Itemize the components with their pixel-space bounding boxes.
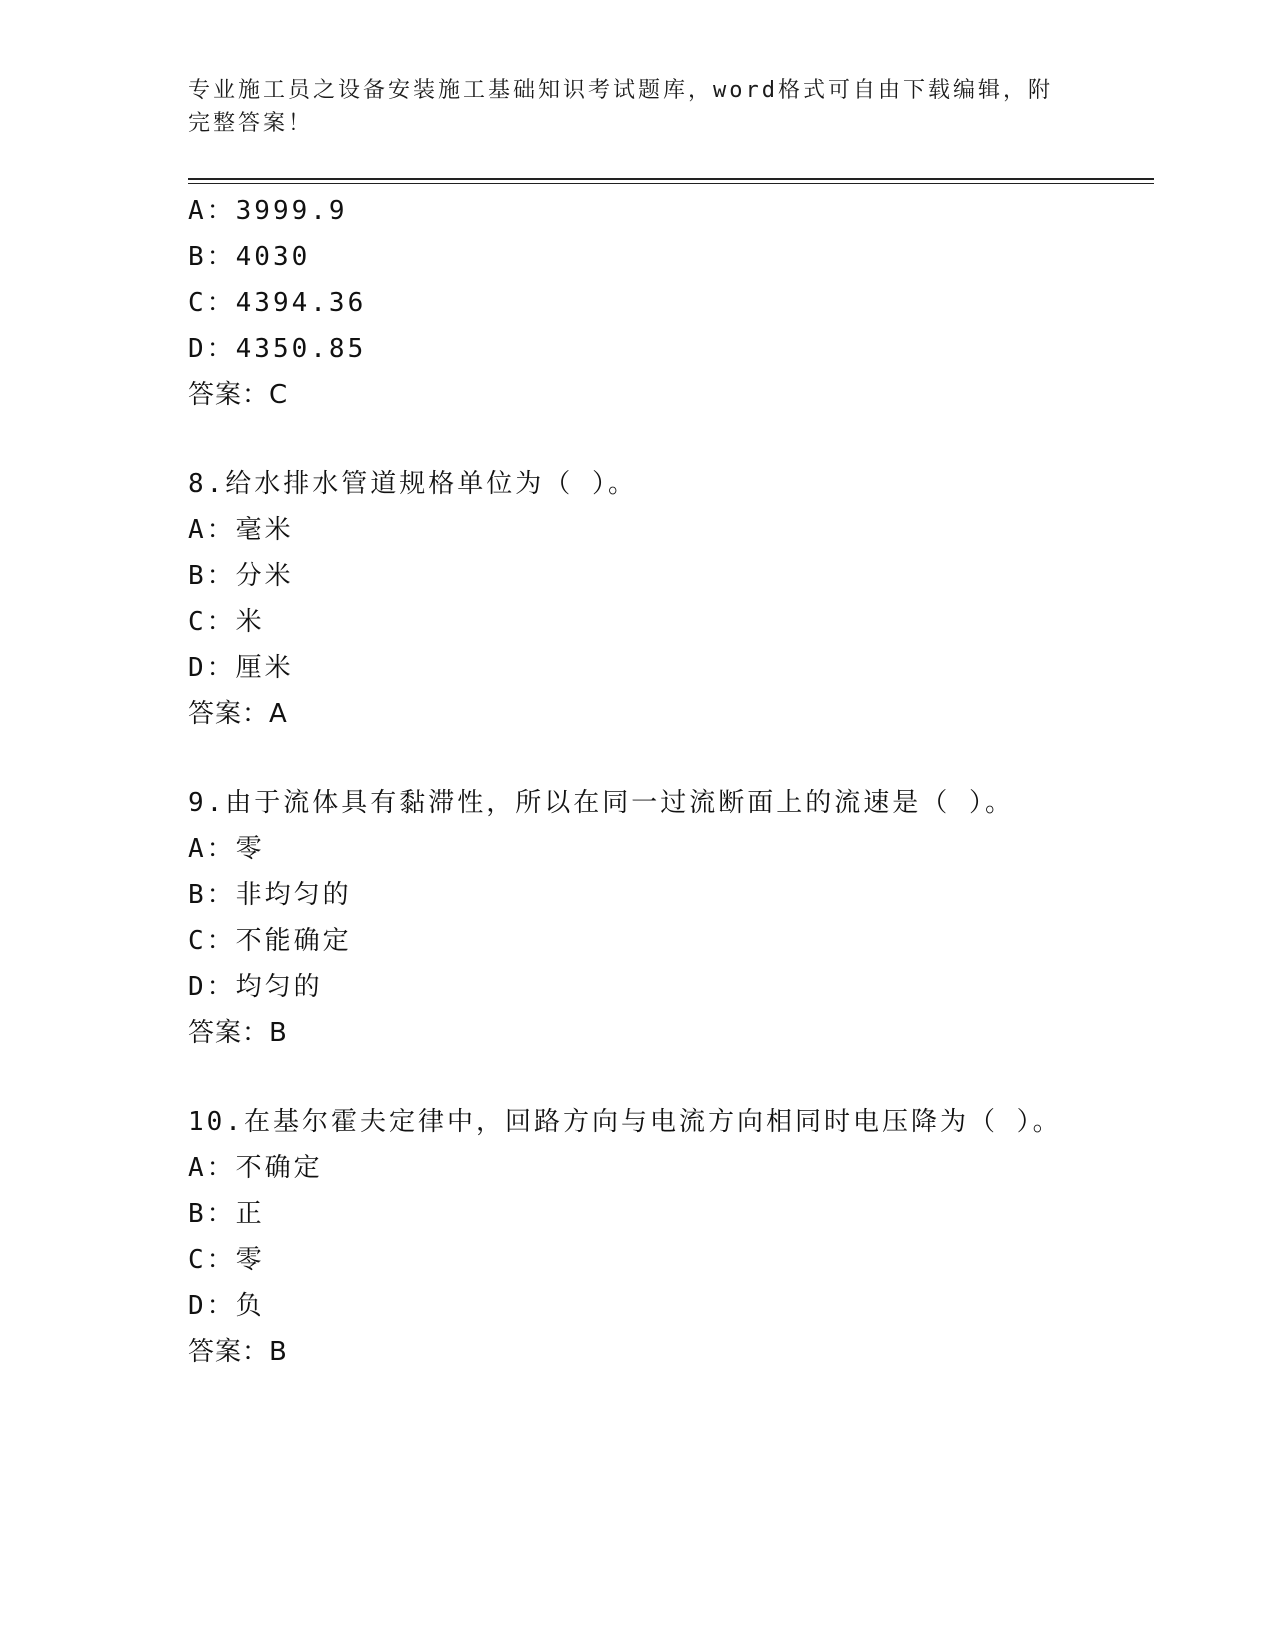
- answer-line: 答案：C: [188, 380, 289, 410]
- option-d: D：负: [188, 1291, 265, 1321]
- question-stem: 8.给水排水管道规格单位为（ ）。: [188, 469, 637, 499]
- option-a: A：毫米: [188, 515, 294, 545]
- question-8-block: [188, 461, 1148, 737]
- option-d: D：厘米: [188, 653, 294, 683]
- option-b: B：正: [188, 1199, 265, 1229]
- header-divider-thin: [188, 183, 1154, 184]
- option-b: B：非均匀的: [188, 880, 352, 910]
- option-d: D：4350.85: [188, 334, 367, 364]
- option-a: A：3999.9: [188, 196, 348, 226]
- partial-question-block: [188, 188, 1148, 418]
- question-stem: 9.由于流体具有黏滞性，所以在同一过流断面上的流速是（ ）。: [188, 788, 1014, 818]
- question-9-block: [188, 780, 1148, 1056]
- option-d: D：均匀的: [188, 972, 323, 1002]
- question-content: [188, 188, 1148, 1375]
- option-c: C：米: [188, 607, 265, 637]
- header-title: 专业施工员之设备安装施工基础知识考试题库，word格式可自由下载编辑，附完整答案！: [188, 78, 1053, 136]
- document-header: [188, 74, 1068, 140]
- option-c: C：零: [188, 1245, 265, 1275]
- answer-line: 答案：B: [188, 1337, 288, 1367]
- answer-line: 答案：B: [188, 1018, 288, 1048]
- option-c: C：4394.36: [188, 288, 367, 318]
- question-stem: 10.在基尔霍夫定律中，回路方向与电流方向相同时电压降为（ ）。: [188, 1107, 1062, 1137]
- option-b: B：4030: [188, 242, 311, 272]
- option-b: B：分米: [188, 561, 294, 591]
- answer-line: 答案：A: [188, 699, 288, 729]
- question-10-block: [188, 1099, 1148, 1375]
- header-divider-thick: [188, 178, 1154, 180]
- option-a: A：不确定: [188, 1153, 323, 1183]
- option-a: A：零: [188, 834, 265, 864]
- option-c: C：不能确定: [188, 926, 352, 956]
